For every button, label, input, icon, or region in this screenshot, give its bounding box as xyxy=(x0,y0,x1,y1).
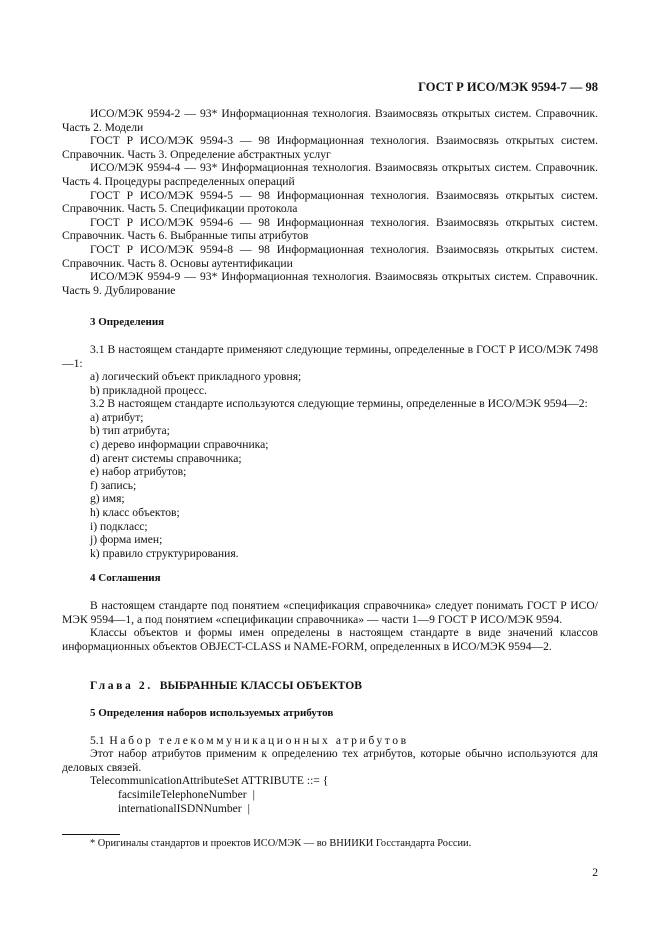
code-text: facsimileTelephoneNumber xyxy=(118,787,247,801)
code-line: TelecommunicationAttributeSet ATTRIBUTE ::= { xyxy=(90,774,329,788)
list-item: c) дерево информации справочника; xyxy=(90,438,269,452)
reference-item: ГОСТ Р ИСО/МЭК 9594-5 — 98 Информационная технология. Взаимосвязь открытых систем. Справочник. Часть 5. Спецификации протокола xyxy=(62,188,598,216)
chapter-title: ВЫБРАННЫЕ КЛАССЫ ОБЪЕКТОВ xyxy=(159,679,362,693)
document-body xyxy=(62,107,598,815)
section-3-1-text: 3.1 В настоящем стандарте применяют следующие термины, определенные в ГОСТ Р ИСО/МЭК 7498—1: xyxy=(62,342,598,370)
reference-item: ИСО/МЭК 9594-9 — 93* Информационная технология. Взаимосвязь открытых систем. Справочник. Часть 9. Дублирование xyxy=(62,270,598,297)
reference-item: ГОСТ Р ИСО/МЭК 9594-6 — 98 Информационная технология. Взаимосвязь открытых систем. Справочник. Часть 6. Выбранные типы атрибутов xyxy=(62,215,598,243)
footnote-divider xyxy=(62,834,120,835)
reference-item: ГОСТ Р ИСО/МЭК 9594-8 — 98 Информационная технология. Взаимосвязь открытых систем. Справочник. Часть 8. Основы аутентификации xyxy=(62,242,598,270)
list-item: f) запись; xyxy=(90,478,137,492)
subsection-heading xyxy=(62,734,598,748)
code-line xyxy=(62,788,598,802)
subsection-number: 5.1 xyxy=(90,733,105,747)
reference-item: ГОСТ Р ИСО/МЭК 9594-3 — 98 Информационная технология. Взаимосвязь открытых систем. Справочник. Часть 3. Определение абстрактных услуг xyxy=(62,134,598,161)
section-5-paragraph: Этот набор атрибутов применим к определению тех атрибутов, которые обычно используются для деловых связей. xyxy=(62,747,598,774)
code-text: internationalISDNNumber xyxy=(118,801,242,815)
subsection-title: Набор телекоммуникационных атрибутов xyxy=(109,733,409,747)
reference-item: ИСО/МЭК 9594-4 — 93* Информационная технология. Взаимосвязь открытых систем. Справочник. Часть 4. Процедуры распределенных операций xyxy=(62,161,598,188)
code-bar: | xyxy=(252,787,255,801)
reference-list xyxy=(62,107,598,297)
section-4-heading: 4 Соглашения xyxy=(90,572,161,585)
list-item: g) имя; xyxy=(90,492,125,506)
section-3-2-text: 3.2 В настоящем стандарте используются следующие термины, определенные в ИСО/МЭК 9594—2: xyxy=(90,397,588,411)
list-item: e) набор атрибутов; xyxy=(90,465,187,479)
footnote: * Оригиналы стандартов и проектов ИСО/МЭК — во ВНИИКИ Госстандарта России. xyxy=(90,838,472,849)
list-item: a) атрибут; xyxy=(90,410,144,424)
list-item: j) форма имен; xyxy=(90,533,163,547)
running-header: ГОСТ Р ИСО/МЭК 9594-7 — 98 xyxy=(418,80,598,94)
code-line xyxy=(62,802,598,816)
list-item: b) прикладной процесс. xyxy=(90,383,207,397)
section-3-heading: 3 Определения xyxy=(90,316,165,329)
list-item: a) логический объект прикладного уровня; xyxy=(90,370,302,384)
chapter-heading xyxy=(62,679,598,693)
section-4-paragraph: Классы объектов и формы имен определены в настоящем стандарте в виде значений классов информационных объектов OBJECT-CLASS и NAME-FORM, определенных в ИСО/МЭК 9594—2. xyxy=(62,626,598,653)
code-bar: | xyxy=(247,801,250,815)
section-5-heading: 5 Определения наборов используемых атрибутов xyxy=(90,706,334,719)
list-item: h) класс объектов; xyxy=(90,506,180,520)
list-item: d) агент системы справочника; xyxy=(90,451,242,465)
list-item: k) правило структурирования. xyxy=(90,546,239,560)
chapter-label: Глава 2. xyxy=(90,679,153,693)
list-item: b) тип атрибута; xyxy=(90,424,170,438)
section-4-paragraph: В настоящем стандарте под понятием «спецификация справочника» следует понимать ГОСТ Р ИСО/МЭК 9594—1, а под понятием «спецификации справочника» — части 1—9 ГОСТ Р ИСО/МЭК 9594. xyxy=(62,599,598,626)
list-item: i) подкласс; xyxy=(90,519,148,533)
reference-item: ИСО/МЭК 9594-2 — 93* Информационная технология. Взаимосвязь открытых систем. Справочник. Часть 2. Модели xyxy=(62,107,598,134)
page-number: 2 xyxy=(592,866,598,879)
